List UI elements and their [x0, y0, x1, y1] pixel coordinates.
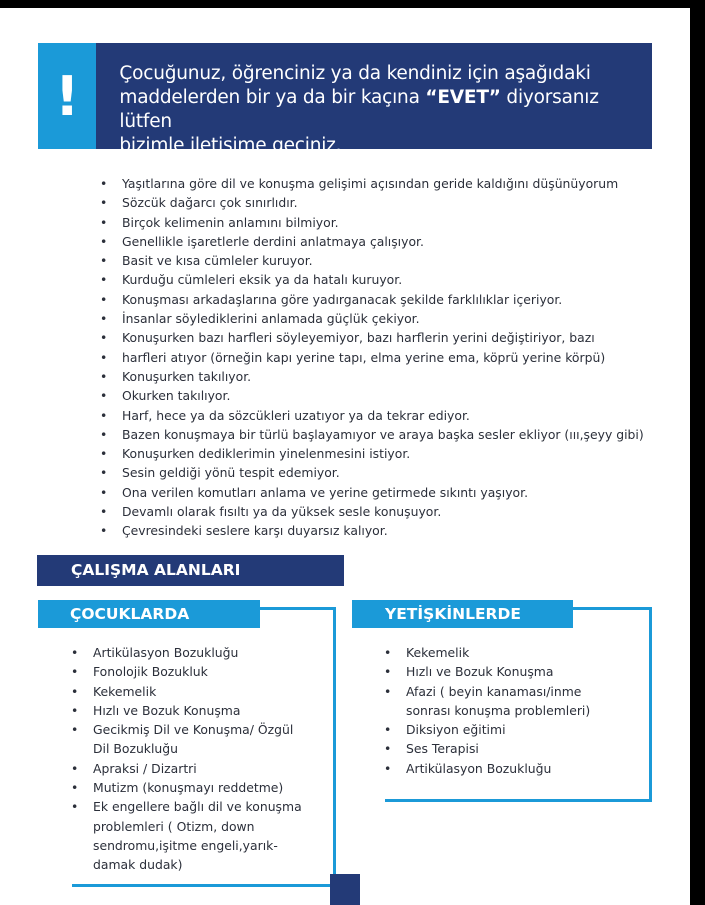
list-item [100, 290, 644, 309]
bullet: • [100, 291, 108, 307]
list-item [384, 662, 590, 681]
list-item-text: Yaşıtlarına göre dil ve konuşma gelişimi açısından geride kaldığını düşünüyorum [122, 176, 619, 191]
list-item [384, 682, 590, 701]
children-frame-right [333, 607, 336, 887]
bullet: • [100, 253, 108, 269]
list-item-text: Harf, hece ya da sözcükleri uzatıyor ya da tekrar ediyor. [122, 407, 470, 423]
list-item [100, 463, 644, 482]
list-item [71, 759, 302, 778]
list-item-text: Sesin geldiği yönü tespit edemiyor. [122, 465, 340, 481]
list-item [71, 643, 302, 662]
list-item-continuation [71, 817, 302, 836]
section-title: ÇALIŞMA ALANLARI [37, 555, 344, 586]
list-item-text: Ona verilen komutları anlama ve yerine getirmede sıkıntı yaşıyor. [122, 484, 529, 500]
list-item-text: Kekemelik [93, 683, 157, 699]
list-item-text: Kekemelik [406, 645, 470, 660]
bullet: • [384, 741, 392, 757]
list-item [100, 521, 644, 540]
list-item-text: Hızlı ve Bozuk Konuşma [93, 702, 241, 718]
list-item [100, 348, 644, 367]
bullet: • [384, 683, 392, 699]
list-item [100, 328, 644, 347]
bullet: • [100, 349, 108, 365]
list-item [100, 270, 644, 289]
list-item [100, 367, 644, 386]
list-item-text: Ses Terapisi [406, 741, 479, 757]
bullet: • [100, 272, 108, 288]
list-item-text: İnsanlar söylediklerini anlamada güçlük çekiyor. [122, 311, 420, 327]
list-item [100, 502, 644, 521]
children-frame-bottom [72, 884, 336, 887]
list-item [100, 386, 644, 405]
list-item-text: Mutizm (konuşmayı reddetme) [93, 780, 284, 796]
notice-text [96, 43, 652, 156]
page-number-tab [330, 874, 360, 905]
list-item-continuation [71, 836, 302, 855]
list-item-text: Apraksi / Dizartri [93, 760, 197, 776]
bullet: • [100, 368, 108, 384]
list-item-text: Çevresindeki seslere karşı duyarsız kalıyor. [122, 523, 388, 539]
bullet: • [384, 722, 392, 738]
adults-frame-bottom [385, 799, 652, 802]
list-item [100, 213, 644, 232]
list-item-text: problemleri ( Otizm, down [93, 818, 255, 834]
list-item [71, 797, 302, 816]
list-item-text: Konuşurken bazı harfleri söyleyemiyor, bazı harflerin yerini değiştiriyor, bazı [122, 330, 595, 346]
list-item-text: Afazi ( beyin kanaması/inme [406, 683, 582, 699]
list-item [100, 174, 644, 193]
list-item-text: Konuşurken takılıyor. [122, 368, 252, 384]
list-item [100, 232, 644, 251]
children-list [71, 643, 302, 875]
list-item-text: Genellikle işaretlerle derdini anlatmaya çalışıyor. [122, 233, 424, 249]
list-item [100, 483, 644, 502]
list-item-continuation [384, 701, 590, 720]
list-item [384, 739, 590, 758]
notice-line-2-pre: maddelerden bir ya da bir kaçına [119, 87, 426, 108]
list-item-text: damak dudak) [93, 857, 183, 873]
list-item [384, 720, 590, 739]
notice-callout [38, 43, 652, 156]
list-item-continuation [71, 739, 302, 758]
adults-frame-right [649, 607, 652, 802]
list-item-text: Hızlı ve Bozuk Konuşma [406, 664, 554, 680]
bullet: • [100, 446, 108, 462]
bullet: • [100, 176, 108, 191]
list-item [71, 682, 302, 701]
adults-frame-top [573, 607, 652, 610]
notice-line-3: bizimle iletişime geçiniz. [119, 135, 342, 156]
bullet: • [100, 407, 108, 423]
symptom-checklist [100, 174, 644, 541]
list-item-text: Sözcük dağarcı çok sınırlıdır. [122, 195, 298, 211]
list-item-text: Dil Bozukluğu [93, 741, 178, 757]
list-item [100, 425, 644, 444]
list-item-text: Fonolojik Bozukluk [93, 664, 208, 680]
bullet: • [100, 311, 108, 327]
bullet: • [71, 683, 79, 699]
bullet: • [71, 645, 79, 660]
bullet: • [384, 760, 392, 776]
list-item [100, 309, 644, 328]
bullet: • [71, 780, 79, 796]
notice-line-2 [119, 86, 634, 134]
list-item-text: Birçok kelimenin anlamını bilmiyor. [122, 214, 339, 230]
list-item-text: Diksiyon eğitimi [406, 722, 506, 738]
list-item-text: Kurduğu cümleleri eksik ya da hatalı kuruyor. [122, 272, 403, 288]
list-item [100, 193, 644, 212]
list-item-continuation [71, 855, 302, 874]
list-item-text: Artikülasyon Bozukluğu [406, 760, 552, 776]
list-item-text: Basit ve kısa cümleler kuruyor. [122, 253, 313, 269]
bullet: • [384, 645, 392, 660]
list-item-text: sonrası konuşma problemleri) [406, 702, 591, 718]
bullet: • [100, 523, 108, 539]
notice-line-1: Çocuğunuz, öğrenciniz ya da kendiniz için aşağıdaki [119, 63, 591, 84]
children-frame-top [260, 607, 336, 610]
exclamation-icon: ! [38, 43, 96, 149]
list-item-text: Gecikmiş Dil ve Konuşma/ Özgül [93, 722, 294, 738]
bullet: • [71, 799, 79, 815]
list-item [71, 720, 302, 739]
list-item [71, 778, 302, 797]
bullet: • [71, 760, 79, 776]
bullet: • [100, 330, 108, 346]
bullet: • [100, 388, 108, 404]
adults-card-title: YETİŞKİNLERDE [352, 600, 573, 628]
bullet: • [100, 214, 108, 230]
notice-evet: “EVET” [425, 87, 501, 108]
list-item-text: sendromu,işitme engeli,yarık- [93, 837, 278, 853]
list-item [384, 643, 590, 662]
list-item-text: Konuşurken dediklerimin yinelenmesini istiyor. [122, 446, 411, 462]
bullet: • [100, 233, 108, 249]
list-item [100, 444, 644, 463]
bullet: • [71, 722, 79, 738]
list-item-text: Ek engellere bağlı dil ve konuşma [93, 799, 302, 815]
list-item-text: Bazen konuşmaya bir türlü başlayamıyor ve araya başka sesler ekliyor (ııı,şeyy gibi) [122, 426, 644, 442]
list-item-text: Konuşması arkadaşlarına göre yadırganacak şekilde farklılıklar içeriyor. [122, 291, 563, 307]
list-item [384, 759, 590, 778]
list-item-text: Okurken takılıyor. [122, 388, 231, 404]
list-item-text: harfleri atıyor (örneğin kapı yerine tapı, elma yerine ema, köprü yerine körpü) [122, 349, 606, 365]
adults-list [384, 643, 590, 778]
list-item [100, 406, 644, 425]
list-item-text: Devamlı olarak fısıltı ya da yüksek sesle konuşuyor. [122, 504, 442, 520]
children-card-title: ÇOCUKLARDA [38, 600, 260, 628]
list-item [100, 251, 644, 270]
bullet: • [100, 484, 108, 500]
bullet: • [100, 195, 108, 211]
bullet: • [384, 664, 392, 680]
bullet: • [71, 664, 79, 680]
notice-line-2-post: diyorsanız lütfen [119, 87, 599, 132]
bullet: • [100, 426, 108, 442]
bullet: • [100, 465, 108, 481]
list-item-text: Artikülasyon Bozukluğu [93, 645, 239, 660]
list-item [71, 662, 302, 681]
bullet: • [71, 702, 79, 718]
list-item [71, 701, 302, 720]
bullet: • [100, 504, 108, 520]
document-page [0, 8, 690, 905]
